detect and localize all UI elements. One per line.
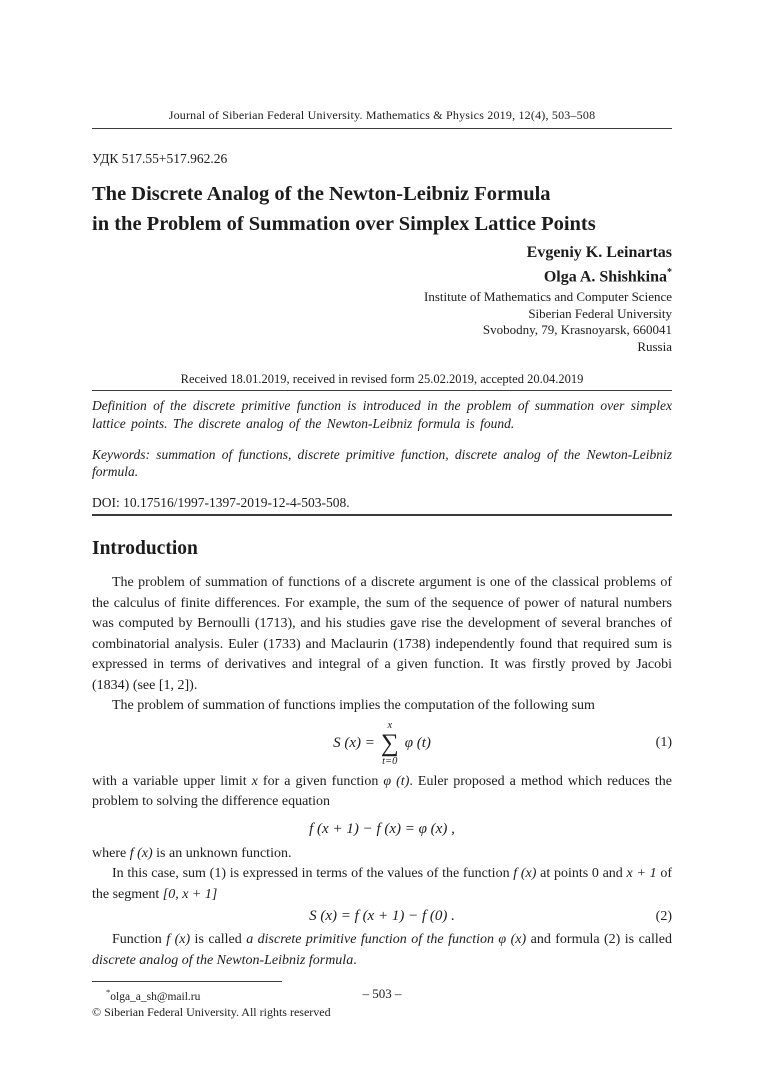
affiliation-university: Siberian Federal University <box>528 305 672 321</box>
page-number: – 503 – <box>362 986 402 1001</box>
article-title-line1: The Discrete Analog of the Newton-Leibniz Formula <box>92 183 551 205</box>
affiliation-block <box>92 289 672 355</box>
affiliation-institute: Institute of Mathematics and Computer Science <box>423 289 672 305</box>
section-heading-introduction: Introduction <box>92 538 198 560</box>
equation-2-body: S (x) = f (x + 1) − f (0) . <box>309 908 455 925</box>
paragraph-6: Function f (x) is called a discrete primitive function of the function φ (x) and formula (2) is called discrete analog of the Newton-Leibniz formula. <box>92 932 672 968</box>
udc-code: УДК 517.55+517.962.26 <box>92 151 228 166</box>
summation-upper-limit: x <box>387 719 393 731</box>
article-title <box>92 179 672 239</box>
summation-lower-limit: t=0 <box>382 755 398 767</box>
authors-block <box>92 243 672 287</box>
equation-1-rhs: φ (t) <box>404 734 431 751</box>
equation-1-lhs: S (x) = <box>333 734 375 751</box>
footnote-email-text: olga_a_sh@mail.ru <box>110 991 201 1004</box>
author-2-footnote-marker: * <box>667 267 672 278</box>
doi-line: DOI: 10.17516/1997-1397-2019-12-4-503-508. <box>92 495 350 511</box>
paragraph-3: with a variable upper limit x for a given function φ (t). Euler proposed a method which reduces the problem to solving the difference equation <box>92 773 673 810</box>
paragraph-4: where f (x) is an unknown function. <box>92 845 292 861</box>
equation-1 <box>92 720 672 767</box>
equation-2-number: (2) <box>655 908 672 924</box>
author-2-name: Olga A. Shishkina <box>543 268 667 286</box>
paragraph-5: In this case, sum (1) is expressed in terms of the values of the function f (x) at points 0 and x + 1 of the segment [0, x + 1] <box>92 866 672 902</box>
equation-2 <box>92 908 672 925</box>
copyright-line: © Siberian Federal University. All rights reserved <box>92 1005 331 1020</box>
difference-equation <box>92 821 672 838</box>
footnote-rule <box>92 981 282 982</box>
footnote-marker: * <box>106 987 111 998</box>
divider-rule-top <box>92 390 672 391</box>
divider-rule-bottom <box>92 514 672 516</box>
keywords-text: Keywords: summation of functions, discrete primitive function, discrete analog of the Newton-Leibniz formula. <box>92 446 672 480</box>
difference-equation-body: f (x + 1) − f (x) = φ (x) , <box>309 820 455 837</box>
page-content <box>92 0 672 1020</box>
author-2 <box>92 263 672 287</box>
paragraph-1: The problem of summation of functions of a discrete argument is one of the classical problems of the calculus of finite differences. For example, the sum of the sequence of power of natural numbers was computed by Bernoulli (1713), and his studies gave rise the development of several branches of combinatorial analysis. Euler (1733) and Maclaurin (1738) independently found that required sum is expressed in terms of derivatives and integral of a given function. It was firstly proved by Jacobi (1834) (see [1, 2]). <box>92 575 672 693</box>
affiliation-country: Russia <box>637 338 672 354</box>
paragraph-2: The problem of summation of functions implies the computation of the following sum <box>112 698 595 714</box>
sigma-icon: ∑ <box>380 729 399 757</box>
author-1: Evgeniy K. Leinartas <box>526 244 672 261</box>
article-title-line2: in the Problem of Summation over Simplex Lattice Points <box>92 213 596 235</box>
equation-1-body <box>333 720 431 767</box>
summation-symbol <box>381 720 399 767</box>
affiliation-address: Svobodny, 79, Krasnoyarsk, 660041 <box>482 322 672 338</box>
journal-header: Journal of Siberian Federal University. Mathematics & Physics 2019, 12(4), 503–508 <box>92 108 672 129</box>
equation-1-number: (1) <box>655 735 672 751</box>
abstract-text: Definition of the discrete primitive function is introduced in the problem of summation over simplex lattice points. The discrete analog of the Newton-Leibniz formula is found. <box>92 398 672 431</box>
received-dates: Received 18.01.2019, received in revised form 25.02.2019, accepted 20.04.2019 <box>180 372 584 387</box>
